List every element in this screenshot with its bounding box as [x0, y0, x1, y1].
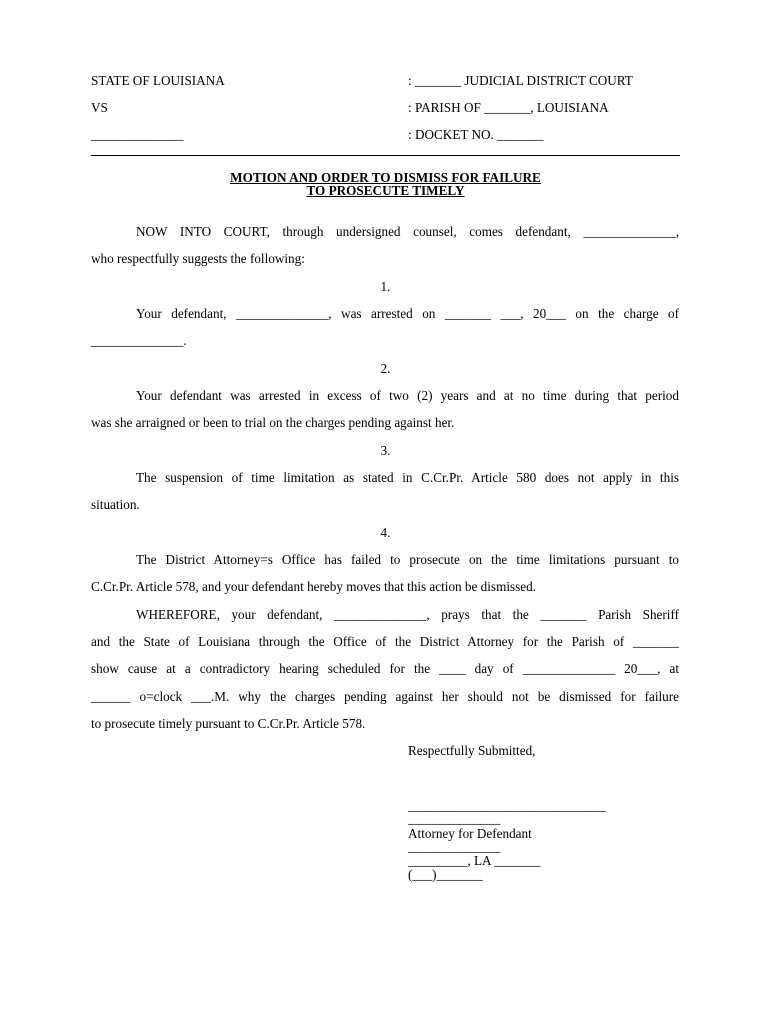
intro-line1: NOW INTO COURT, through undersigned counsel, comes defendant, ______________,: [136, 224, 679, 239]
paragraph-2-line1: Your defendant was arrested in excess of two (2) years and at no time during that period: [136, 388, 679, 403]
city-state-zip-line: _________, LA _______: [408, 853, 541, 868]
caption-vs: VS: [91, 100, 108, 115]
paragraph-number: 3.: [380, 443, 391, 458]
caption-state: STATE OF LOUISIANA: [91, 73, 225, 88]
paragraph-4-line1: The District Attorney=s Office has failed to prosecute on the time limitations pursuant to: [136, 552, 679, 567]
caption-party-blank: ______________: [91, 127, 184, 142]
paragraph-number: 2.: [380, 361, 391, 376]
address-blank: ______________: [408, 839, 501, 854]
attorney-role: Attorney for Defendant: [408, 826, 532, 841]
wherefore-line3: show cause at a contradictory hearing scheduled for the ____ day of ______________ 20___, at: [91, 661, 679, 676]
paragraph-1-line2: ______________.: [91, 333, 187, 348]
caption-court: : _______ JUDICIAL DISTRICT COURT: [408, 73, 633, 88]
wherefore-line4: ______ o=clock ___.M. why the charges pending against her should not be dismissed for failure: [91, 689, 679, 704]
caption-parish: : PARISH OF _______, LOUISIANA: [408, 100, 609, 115]
signature-line: ______________________________: [408, 798, 606, 813]
closing: Respectfully Submitted,: [408, 743, 536, 758]
wherefore-line5: to prosecute timely pursuant to C.Cr.Pr. Article 578.: [91, 716, 366, 731]
paragraph-2-line2: was she arraigned or been to trial on the charges pending against her.: [91, 415, 455, 430]
paragraph-3-line1: The suspension of time limitation as stated in C.Cr.Pr. Article 580 does not apply in this: [136, 470, 679, 485]
wherefore-line1: WHEREFORE, your defendant, ______________, prays that the _______ Parish Sheriff: [136, 607, 679, 622]
paragraph-1-line1: Your defendant, ______________, was arrested on _______ ___, 20___ on the charge of: [136, 306, 679, 321]
document-title-line1: MOTION AND ORDER TO DISMISS FOR FAILURE: [230, 170, 541, 185]
wherefore-line2: and the State of Louisiana through the Office of the District Attorney for the Parish of _______: [91, 634, 679, 649]
intro-line2: who respectfully suggests the following:: [91, 251, 305, 266]
paragraph-4-line2: C.Cr.Pr. Article 578, and your defendant hereby moves that this action be dismissed.: [91, 579, 536, 594]
phone-line: (___)_______: [408, 867, 483, 882]
paragraph-number: 4.: [380, 525, 391, 540]
caption-divider: [91, 155, 680, 156]
attorney-name-blank: ______________: [408, 811, 501, 826]
paragraph-number: 1.: [380, 279, 391, 294]
document-title-line2: TO PROSECUTE TIMELY: [306, 183, 465, 198]
paragraph-3-line2: situation.: [91, 497, 140, 512]
caption-docket: : DOCKET NO. _______: [408, 127, 544, 142]
